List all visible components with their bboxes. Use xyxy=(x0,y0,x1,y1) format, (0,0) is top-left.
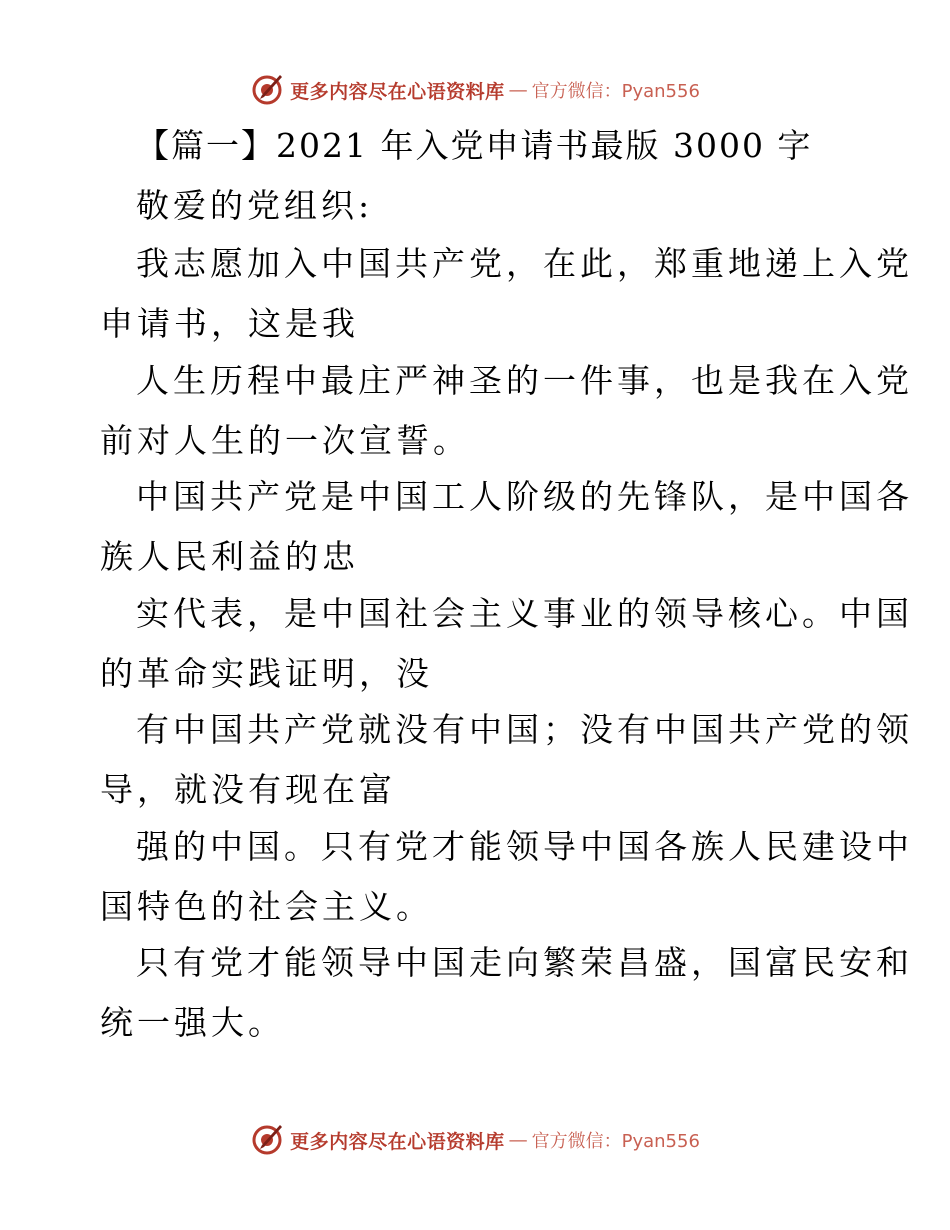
salutation: 敬爱的党组织: xyxy=(136,186,374,225)
document-title: 【篇一】2021 年入党申请书最版 3000 字 xyxy=(136,126,813,165)
paragraph-line: 实代表，是中国社会主义事业的领导核心。中国 xyxy=(136,594,913,633)
watermark-text: 更多内容尽在心语资料库 xyxy=(290,80,505,103)
paragraph-line: 国特色的社会主义。 xyxy=(100,887,433,926)
watermark-separator: — xyxy=(508,79,528,101)
watermark-separator: — xyxy=(508,1129,528,1151)
watermark-wechat: 官方微信：Pyan556 xyxy=(531,1131,700,1152)
paragraph-line: 强的中国。只有党才能领导中国各族人民建设中 xyxy=(136,827,913,866)
paragraph-line: 我志愿加入中国共产党，在此，郑重地递上入党 xyxy=(136,244,913,283)
paragraph-line: 导，就没有现在富 xyxy=(100,770,396,809)
quill-seal-icon xyxy=(250,73,284,107)
paragraph-line: 只有党才能领导中国走向繁荣昌盛，国富民安和 xyxy=(136,943,913,982)
watermark-header xyxy=(0,70,950,110)
paragraph-line: 申请书，这是我 xyxy=(100,304,359,343)
quill-seal-icon xyxy=(250,1123,284,1157)
paragraph-line: 有中国共产党就没有中国；没有中国共产党的领 xyxy=(136,710,913,749)
paragraph-line: 前对人生的一次宣誓。 xyxy=(100,421,470,460)
paragraph-line: 中国共产党是中国工人阶级的先锋队，是中国各 xyxy=(136,477,913,516)
watermark-footer xyxy=(0,1120,950,1160)
paragraph-line: 人生历程中最庄严神圣的一件事，也是我在入党 xyxy=(136,361,913,400)
paragraph-line: 族人民利益的忠 xyxy=(100,537,359,576)
paragraph-line: 统一强大。 xyxy=(100,1003,285,1042)
paragraph-line: 的革命实践证明，没 xyxy=(100,654,433,693)
watermark-text: 更多内容尽在心语资料库 xyxy=(290,1130,505,1153)
watermark-wechat: 官方微信：Pyan556 xyxy=(531,81,700,102)
